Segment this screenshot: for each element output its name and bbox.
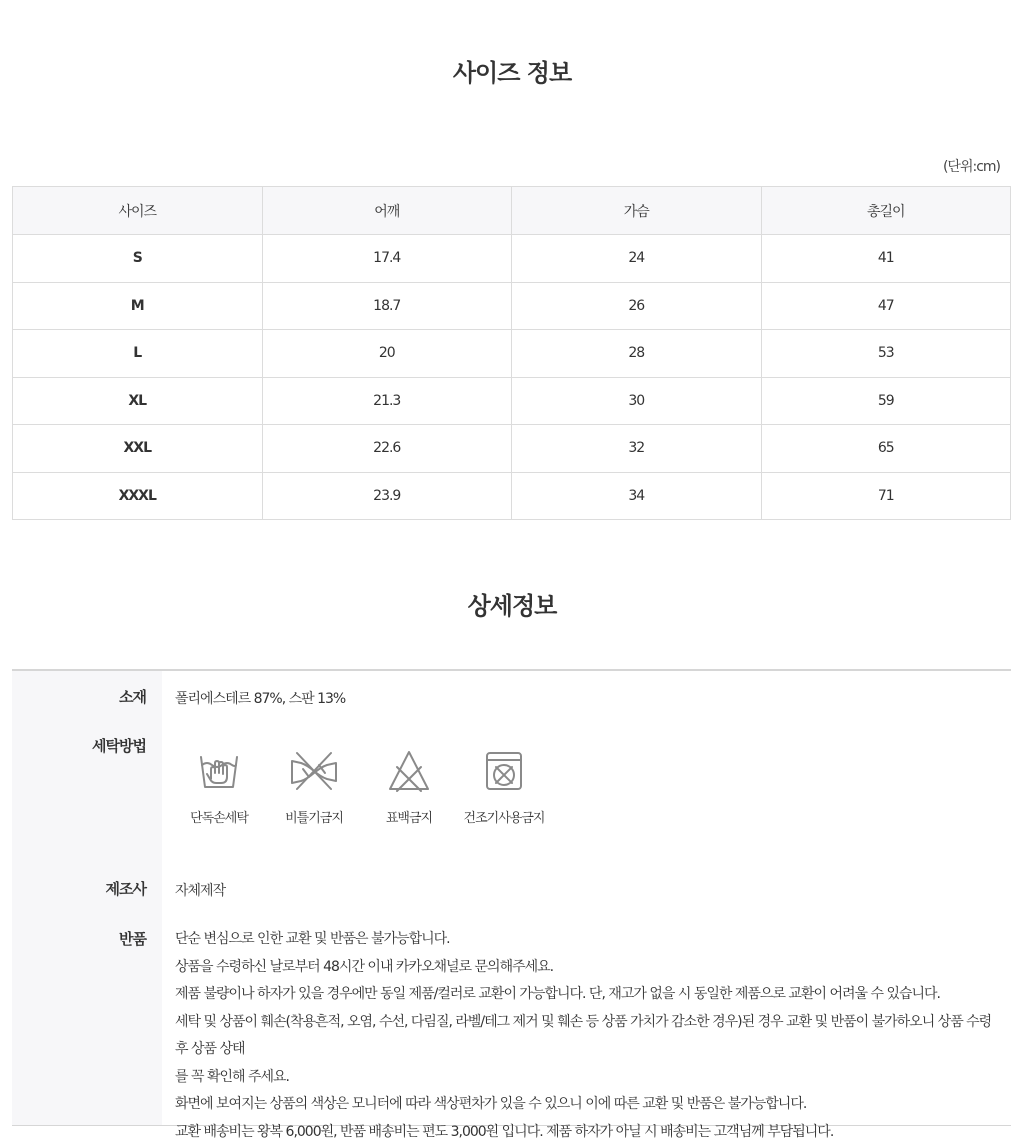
wash-label: 단독손세탁 — [190, 811, 248, 826]
shoulder-cell: 23.9 — [262, 472, 512, 520]
size-table — [12, 186, 1011, 520]
length-cell: 71 — [761, 472, 1011, 520]
wash-item-no-tumble-dry — [454, 749, 554, 826]
shoulder-cell: 17.4 — [262, 235, 512, 283]
header-shoulder: 어깨 — [262, 187, 512, 235]
length-cell: 47 — [761, 282, 1011, 330]
hand-wash-icon — [197, 749, 241, 793]
wash-label: 표백금지 — [385, 811, 433, 826]
table-row — [13, 425, 1011, 473]
chest-cell: 34 — [512, 472, 762, 520]
size-cell: XL — [13, 377, 263, 425]
wash-method-label: 세탁방법 — [92, 737, 146, 755]
length-cell: 65 — [761, 425, 1011, 473]
table-row — [13, 282, 1011, 330]
detail-info-title: 상세정보 — [467, 592, 557, 620]
no-bleach-icon — [387, 749, 431, 793]
table-row — [13, 472, 1011, 520]
size-cell: L — [13, 330, 263, 378]
return-label: 반품 — [119, 930, 146, 948]
header-size: 사이즈 — [13, 187, 263, 235]
return-policy-text — [175, 926, 1005, 1138]
size-info-title: 사이즈 정보 — [452, 59, 572, 87]
manufacturer-value: 자체제작 — [175, 883, 226, 899]
chest-cell: 28 — [512, 330, 762, 378]
header-chest: 가슴 — [512, 187, 762, 235]
return-line: 제품 불량이나 하자가 있을 경우에만 동일 제품/컬러로 교환이 가능합니다. 단, 재고가 없을 시 동일한 제품으로 교환이 어려울 수 있습니다. — [175, 986, 940, 1002]
wash-label: 건조기사용금지 — [463, 811, 545, 826]
no-wring-icon — [289, 749, 339, 793]
chest-cell: 26 — [512, 282, 762, 330]
size-cell: M — [13, 282, 263, 330]
chest-cell: 30 — [512, 377, 762, 425]
wash-label: 비틀기금지 — [285, 811, 343, 826]
return-line: 교환 배송비는 왕복 6,000원, 반품 배송비는 편도 3,000원 입니다. 제품 하자가 아닐 시 배송비는 고객님께 부담됩니다. — [175, 1123, 834, 1138]
wash-item-hand-wash — [169, 749, 269, 826]
return-line: 화면에 보여지는 상품의 색상은 모니터에 따라 색상편차가 있을 수 있으니 이에 따른 교환 및 반품은 불가능합니다. — [175, 1096, 807, 1112]
length-cell: 53 — [761, 330, 1011, 378]
manufacturer-label: 제조사 — [105, 880, 146, 898]
return-line: 상품을 수령하신 날로부터 48시간 이내 카카오채널로 문의해주세요. — [175, 958, 554, 975]
length-cell: 41 — [761, 235, 1011, 283]
material-value: 폴리에스테르 87%, 스판 13% — [175, 691, 346, 707]
material-label: 소재 — [119, 688, 146, 706]
wash-item-no-bleach — [359, 749, 459, 826]
return-line: 세탁 및 상품이 훼손(착용흔적, 오염, 수선, 다림질, 라벨/테그 제거 및 훼손 등 상품 가치가 감소한 경우)된 경우 교환 및 반품이 불가하오니 상품 수령 후 상품 상태 — [175, 1013, 992, 1057]
shoulder-cell: 18.7 — [262, 282, 512, 330]
size-cell: XXXL — [13, 472, 263, 520]
chest-cell: 32 — [512, 425, 762, 473]
size-cell: S — [13, 235, 263, 283]
shoulder-cell: 20 — [262, 330, 512, 378]
wash-item-no-wring — [264, 749, 364, 826]
size-cell: XXL — [13, 425, 263, 473]
table-row — [13, 235, 1011, 283]
shoulder-cell: 21.3 — [262, 377, 512, 425]
return-line: 를 꼭 확인해 주세요. — [175, 1068, 289, 1085]
table-row — [13, 330, 1011, 378]
header-total-length: 총길이 — [761, 187, 1011, 235]
shoulder-cell: 22.6 — [262, 425, 512, 473]
detail-info-box — [12, 669, 1011, 1138]
size-table-header-row — [13, 187, 1011, 235]
length-cell: 59 — [761, 377, 1011, 425]
table-row — [13, 377, 1011, 425]
chest-cell: 24 — [512, 235, 762, 283]
unit-label: (단위:cm) — [942, 159, 1000, 175]
no-tumble-dry-icon — [482, 749, 526, 793]
return-line: 단순 변심으로 인한 교환 및 반품은 불가능합니다. — [175, 931, 450, 947]
